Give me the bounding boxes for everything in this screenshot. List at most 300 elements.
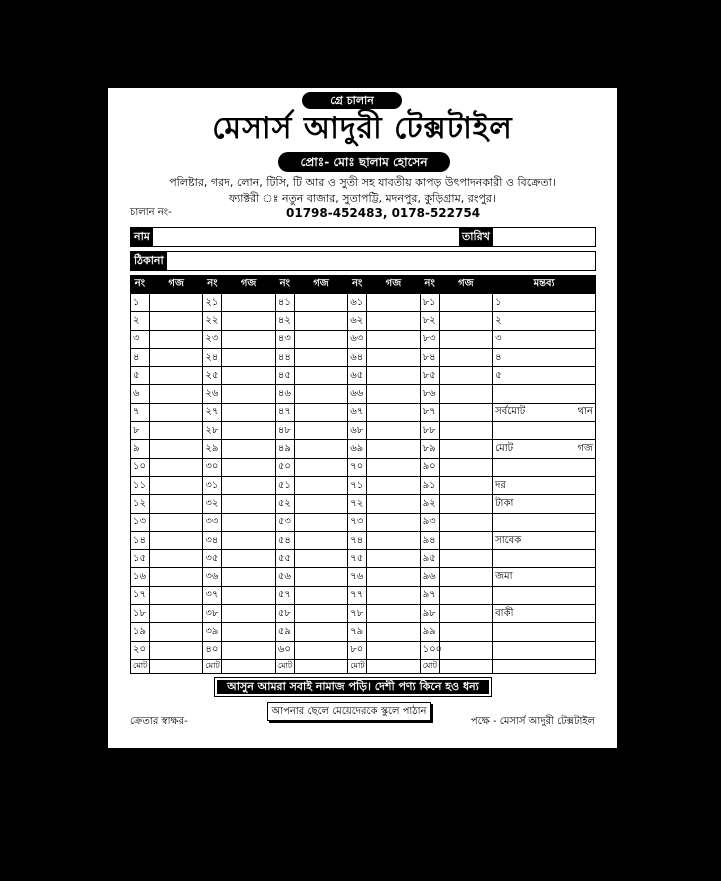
serial-number-cell: ৭ bbox=[131, 403, 150, 421]
serial-number-cell: ৪৯ bbox=[275, 440, 294, 458]
serial-number-cell: ১৩ bbox=[131, 513, 150, 531]
remark-cell[interactable] bbox=[493, 367, 596, 385]
table-row bbox=[131, 440, 596, 458]
serial-number-cell: ২২ bbox=[203, 312, 222, 330]
goj-entry-cell[interactable] bbox=[367, 513, 421, 531]
goj-entry-cell[interactable] bbox=[149, 495, 203, 513]
serial-number-cell: ৫৯ bbox=[275, 623, 294, 641]
table-row bbox=[131, 531, 596, 549]
serial-number-cell: ৯০ bbox=[420, 458, 439, 476]
serial-number-cell: ৪১ bbox=[275, 294, 294, 312]
serial-number-cell: ৮৩ bbox=[420, 330, 439, 348]
serial-number-cell: ৭২ bbox=[348, 495, 367, 513]
remark-content bbox=[495, 315, 593, 327]
serial-number-cell: ৩০ bbox=[203, 458, 222, 476]
serial-number-cell: ৯ bbox=[131, 440, 150, 458]
proprietor-badge: প্রোঃ- মোঃ ছালাম হোসেন bbox=[278, 152, 450, 172]
table-row bbox=[131, 605, 596, 623]
goj-entry-cell[interactable] bbox=[439, 348, 493, 366]
serial-number-cell: ১৫ bbox=[131, 550, 150, 568]
remark-cell[interactable] bbox=[493, 476, 596, 494]
goj-entry-cell[interactable] bbox=[294, 586, 348, 604]
serial-number-cell: ৩৩ bbox=[203, 513, 222, 531]
challan-table bbox=[130, 275, 596, 674]
remark-cell[interactable] bbox=[493, 440, 596, 458]
goj-entry-cell[interactable] bbox=[367, 348, 421, 366]
goj-entry-cell[interactable] bbox=[367, 403, 421, 421]
serial-number-cell: ৪৭ bbox=[275, 403, 294, 421]
goj-entry-cell[interactable] bbox=[222, 476, 276, 494]
total-goj-cell[interactable] bbox=[439, 659, 493, 673]
goj-entry-cell[interactable] bbox=[367, 312, 421, 330]
header-goj: গজ bbox=[367, 276, 421, 294]
serial-number-cell: ৭৫ bbox=[348, 550, 367, 568]
remark-cell[interactable] bbox=[493, 513, 596, 531]
goj-entry-cell[interactable] bbox=[222, 348, 276, 366]
remark-cell[interactable] bbox=[493, 385, 596, 403]
remark-label: সর্বমোট bbox=[495, 406, 526, 418]
factory-address: ফ্যাক্টরী ঃ নতুন বাজার, সুতাপট্টি, মদনপুর, কুড়িগ্রাম, রংপুর। bbox=[229, 192, 496, 205]
remark-content bbox=[495, 571, 593, 583]
goj-entry-cell[interactable] bbox=[439, 641, 493, 659]
goj-entry-cell[interactable] bbox=[222, 550, 276, 568]
goj-entry-cell[interactable] bbox=[294, 568, 348, 586]
goj-entry-cell[interactable] bbox=[367, 495, 421, 513]
serial-number-cell: ৬৬ bbox=[348, 385, 367, 403]
remark-label: জমা bbox=[495, 571, 513, 583]
serial-number-cell: ৬৩ bbox=[348, 330, 367, 348]
serial-number-cell: ৫ bbox=[131, 367, 150, 385]
serial-number-cell: ৩২ bbox=[203, 495, 222, 513]
serial-number-cell: ৩৮ bbox=[203, 605, 222, 623]
remark-cell[interactable] bbox=[493, 531, 596, 549]
remark-label: মোট bbox=[495, 443, 514, 455]
remark-label: ৫ bbox=[495, 369, 502, 381]
goj-entry-cell[interactable] bbox=[367, 605, 421, 623]
serial-number-cell: ৮২ bbox=[420, 312, 439, 330]
goj-entry-cell[interactable] bbox=[367, 586, 421, 604]
serial-number-cell: ৭৩ bbox=[348, 513, 367, 531]
total-goj-cell[interactable] bbox=[294, 659, 348, 673]
goj-entry-cell[interactable] bbox=[149, 440, 203, 458]
remark-content bbox=[495, 352, 593, 364]
total-goj-cell[interactable] bbox=[367, 659, 421, 673]
goj-entry-cell[interactable] bbox=[294, 330, 348, 348]
serial-number-cell: ২ bbox=[131, 312, 150, 330]
serial-number-cell: ১৯ bbox=[131, 623, 150, 641]
serial-number-cell: ৭৪ bbox=[348, 531, 367, 549]
name-label: নাম bbox=[131, 228, 153, 246]
goj-entry-cell[interactable] bbox=[439, 605, 493, 623]
serial-number-cell: ৬৪ bbox=[348, 348, 367, 366]
remark-unit: থান bbox=[577, 406, 593, 418]
goj-entry-cell[interactable] bbox=[439, 422, 493, 440]
goj-entry-cell[interactable] bbox=[149, 568, 203, 586]
goj-entry-cell[interactable] bbox=[367, 367, 421, 385]
goj-entry-cell[interactable] bbox=[222, 513, 276, 531]
table-header-row bbox=[131, 276, 596, 294]
table-row bbox=[131, 550, 596, 568]
remark-cell[interactable] bbox=[493, 568, 596, 586]
serial-number-cell: ১ bbox=[131, 294, 150, 312]
header-no: নং bbox=[131, 276, 150, 294]
serial-number-cell: ৪০ bbox=[203, 641, 222, 659]
goj-entry-cell[interactable] bbox=[149, 367, 203, 385]
total-remark-cell[interactable] bbox=[493, 659, 596, 673]
serial-number-cell: ৯৮ bbox=[420, 605, 439, 623]
goj-entry-cell[interactable] bbox=[222, 605, 276, 623]
serial-number-cell: ৬১ bbox=[348, 294, 367, 312]
goj-entry-cell[interactable] bbox=[222, 531, 276, 549]
serial-number-cell: ৬ bbox=[131, 385, 150, 403]
serial-number-cell: ৯৩ bbox=[420, 513, 439, 531]
serial-number-cell: ৪৩ bbox=[275, 330, 294, 348]
remark-cell[interactable] bbox=[493, 623, 596, 641]
goj-entry-cell[interactable] bbox=[367, 641, 421, 659]
goj-entry-cell[interactable] bbox=[294, 495, 348, 513]
goj-entry-cell[interactable] bbox=[367, 550, 421, 568]
serial-number-cell: ৯৭ bbox=[420, 586, 439, 604]
header-no: নং bbox=[348, 276, 367, 294]
goj-entry-cell[interactable] bbox=[439, 403, 493, 421]
goj-entry-cell[interactable] bbox=[439, 440, 493, 458]
header-goj: গজ bbox=[294, 276, 348, 294]
goj-entry-cell[interactable] bbox=[149, 403, 203, 421]
serial-number-cell: ৬৯ bbox=[348, 440, 367, 458]
table-row bbox=[131, 422, 596, 440]
buyer-signature-label: ক্রেতার স্বাক্ষর- bbox=[130, 716, 188, 727]
goj-entry-cell[interactable] bbox=[367, 385, 421, 403]
serial-number-cell: ৯৬ bbox=[420, 568, 439, 586]
goj-entry-cell[interactable] bbox=[222, 495, 276, 513]
remark-cell[interactable] bbox=[493, 330, 596, 348]
goj-entry-cell[interactable] bbox=[149, 348, 203, 366]
goj-entry-cell[interactable] bbox=[222, 586, 276, 604]
goj-entry-cell[interactable] bbox=[367, 623, 421, 641]
goj-entry-cell[interactable] bbox=[439, 531, 493, 549]
remark-content bbox=[495, 498, 593, 510]
total-goj-cell[interactable] bbox=[222, 659, 276, 673]
serial-number-cell: ২১ bbox=[203, 294, 222, 312]
goj-entry-cell[interactable] bbox=[439, 367, 493, 385]
goj-entry-cell[interactable] bbox=[367, 568, 421, 586]
goj-entry-cell[interactable] bbox=[367, 476, 421, 494]
serial-number-cell: ২৮ bbox=[203, 422, 222, 440]
goj-entry-cell[interactable] bbox=[294, 385, 348, 403]
table-row bbox=[131, 623, 596, 641]
slogan-box bbox=[214, 677, 492, 697]
table-row bbox=[131, 403, 596, 421]
total-label-cell: মোট bbox=[203, 659, 222, 673]
remark-content bbox=[495, 443, 593, 455]
remark-content bbox=[495, 333, 593, 345]
challan-number-label: চালান নং- bbox=[130, 207, 172, 218]
serial-number-cell: ৭৮ bbox=[348, 605, 367, 623]
goj-entry-cell[interactable] bbox=[222, 458, 276, 476]
serial-number-cell: ৪২ bbox=[275, 312, 294, 330]
serial-number-cell: ৫৭ bbox=[275, 586, 294, 604]
address-row bbox=[130, 251, 596, 271]
table-row bbox=[131, 330, 596, 348]
goj-entry-cell[interactable] bbox=[439, 458, 493, 476]
slogan-text: আসুন আমরা সবাই নামাজ পড়ি। দেশী পণ্য কিনে হও ধন্য bbox=[217, 680, 489, 694]
name-date-row bbox=[130, 227, 596, 247]
goj-entry-cell[interactable] bbox=[294, 476, 348, 494]
goj-entry-cell[interactable] bbox=[294, 458, 348, 476]
goj-entry-cell[interactable] bbox=[439, 568, 493, 586]
goj-entry-cell[interactable] bbox=[149, 605, 203, 623]
goj-entry-cell[interactable] bbox=[222, 641, 276, 659]
goj-entry-cell[interactable] bbox=[149, 531, 203, 549]
serial-number-cell: ৫২ bbox=[275, 495, 294, 513]
header-remark: মন্তব্য bbox=[493, 276, 596, 294]
goj-entry-cell[interactable] bbox=[439, 623, 493, 641]
remark-cell[interactable] bbox=[493, 312, 596, 330]
goj-entry-cell[interactable] bbox=[222, 422, 276, 440]
remark-label: দর bbox=[495, 479, 506, 491]
address-field[interactable] bbox=[176, 252, 594, 270]
goj-entry-cell[interactable] bbox=[149, 550, 203, 568]
remark-cell[interactable] bbox=[493, 422, 596, 440]
goj-entry-cell[interactable] bbox=[439, 385, 493, 403]
serial-number-cell: ৩৯ bbox=[203, 623, 222, 641]
remark-cell[interactable] bbox=[493, 348, 596, 366]
goj-entry-cell[interactable] bbox=[439, 312, 493, 330]
header-no: নং bbox=[203, 276, 222, 294]
table-row bbox=[131, 568, 596, 586]
goj-entry-cell[interactable] bbox=[294, 312, 348, 330]
total-row bbox=[131, 659, 596, 673]
challan-page bbox=[108, 88, 617, 748]
date-label: তারিখ bbox=[459, 228, 493, 246]
serial-number-cell: ৮ bbox=[131, 422, 150, 440]
remark-cell[interactable] bbox=[493, 495, 596, 513]
serial-number-cell: ২৫ bbox=[203, 367, 222, 385]
header-goj: গজ bbox=[439, 276, 493, 294]
goj-entry-cell[interactable] bbox=[149, 312, 203, 330]
serial-number-cell: ৭৯ bbox=[348, 623, 367, 641]
serial-number-cell: ৭১ bbox=[348, 476, 367, 494]
serial-number-cell: ৫১ bbox=[275, 476, 294, 494]
goj-entry-cell[interactable] bbox=[294, 348, 348, 366]
goj-entry-cell[interactable] bbox=[149, 458, 203, 476]
school-slogan: আপনার ছেলে মেয়েদেরকে স্কুলে পাঠান bbox=[267, 702, 431, 721]
goj-entry-cell[interactable] bbox=[222, 385, 276, 403]
serial-number-cell: ২৩ bbox=[203, 330, 222, 348]
header-no: নং bbox=[420, 276, 439, 294]
serial-number-cell: ৫৪ bbox=[275, 531, 294, 549]
serial-number-cell: ৩৫ bbox=[203, 550, 222, 568]
goj-entry-cell[interactable] bbox=[439, 513, 493, 531]
goj-entry-cell[interactable] bbox=[367, 422, 421, 440]
serial-number-cell: ২৬ bbox=[203, 385, 222, 403]
serial-number-cell: ৮০ bbox=[348, 641, 367, 659]
address-label: ঠিকানা bbox=[131, 252, 167, 270]
goj-entry-cell[interactable] bbox=[367, 458, 421, 476]
table-row bbox=[131, 586, 596, 604]
table-row bbox=[131, 476, 596, 494]
goj-entry-cell[interactable] bbox=[294, 403, 348, 421]
remark-unit: গজ bbox=[577, 443, 593, 455]
serial-number-cell: ২৪ bbox=[203, 348, 222, 366]
goj-entry-cell[interactable] bbox=[439, 550, 493, 568]
on-behalf-label: পক্ষে - মেসার্স আদুরী টেক্সটাইল bbox=[470, 716, 595, 727]
serial-number-cell: ৭৬ bbox=[348, 568, 367, 586]
serial-number-cell: ৫০ bbox=[275, 458, 294, 476]
name-field[interactable] bbox=[166, 228, 456, 246]
serial-number-cell: ৪৪ bbox=[275, 348, 294, 366]
serial-number-cell: ১৪ bbox=[131, 531, 150, 549]
remark-cell[interactable] bbox=[493, 294, 596, 312]
serial-number-cell: ৫৩ bbox=[275, 513, 294, 531]
serial-number-cell: ৯২ bbox=[420, 495, 439, 513]
goj-entry-cell[interactable] bbox=[222, 403, 276, 421]
header-no: নং bbox=[275, 276, 294, 294]
goj-entry-cell[interactable] bbox=[222, 330, 276, 348]
serial-number-cell: ৮৬ bbox=[420, 385, 439, 403]
date-field[interactable] bbox=[495, 228, 595, 246]
goj-entry-cell[interactable] bbox=[294, 531, 348, 549]
total-label-cell: মোট bbox=[131, 659, 150, 673]
serial-number-cell: ৩৪ bbox=[203, 531, 222, 549]
table-row bbox=[131, 385, 596, 403]
serial-number-cell: ৬৭ bbox=[348, 403, 367, 421]
goj-entry-cell[interactable] bbox=[149, 586, 203, 604]
goj-entry-cell[interactable] bbox=[149, 294, 203, 312]
serial-number-cell: ৬৮ bbox=[348, 422, 367, 440]
remark-cell[interactable] bbox=[493, 458, 596, 476]
serial-number-cell: ৯৫ bbox=[420, 550, 439, 568]
goj-entry-cell[interactable] bbox=[294, 422, 348, 440]
remark-label: সাবেক bbox=[495, 534, 522, 546]
table-row bbox=[131, 367, 596, 385]
goj-entry-cell[interactable] bbox=[149, 513, 203, 531]
total-label-cell: মোট bbox=[275, 659, 294, 673]
goj-entry-cell[interactable] bbox=[294, 367, 348, 385]
goj-entry-cell[interactable] bbox=[149, 476, 203, 494]
goj-entry-cell[interactable] bbox=[439, 495, 493, 513]
serial-number-cell: ১০০ bbox=[420, 641, 439, 659]
table-row bbox=[131, 348, 596, 366]
serial-number-cell: ৪৫ bbox=[275, 367, 294, 385]
serial-number-cell: ৩ bbox=[131, 330, 150, 348]
goj-entry-cell[interactable] bbox=[294, 513, 348, 531]
goj-entry-cell[interactable] bbox=[149, 623, 203, 641]
goj-entry-cell[interactable] bbox=[222, 367, 276, 385]
goj-entry-cell[interactable] bbox=[294, 641, 348, 659]
serial-number-cell: ৭০ bbox=[348, 458, 367, 476]
remark-cell[interactable] bbox=[493, 550, 596, 568]
goj-entry-cell[interactable] bbox=[222, 294, 276, 312]
remark-content bbox=[495, 297, 593, 309]
serial-number-cell: ৩৬ bbox=[203, 568, 222, 586]
goj-entry-cell[interactable] bbox=[149, 385, 203, 403]
serial-number-cell: ৯১ bbox=[420, 476, 439, 494]
remark-content bbox=[495, 406, 593, 418]
serial-number-cell: ৪৮ bbox=[275, 422, 294, 440]
header-goj: গজ bbox=[149, 276, 203, 294]
goj-entry-cell[interactable] bbox=[439, 586, 493, 604]
total-goj-cell[interactable] bbox=[149, 659, 203, 673]
remark-label: ৩ bbox=[495, 333, 502, 345]
serial-number-cell: ৬২ bbox=[348, 312, 367, 330]
total-label-cell: মোট bbox=[348, 659, 367, 673]
serial-number-cell: ১৭ bbox=[131, 586, 150, 604]
total-label-cell: মোট bbox=[420, 659, 439, 673]
goj-entry-cell[interactable] bbox=[439, 294, 493, 312]
table-row bbox=[131, 641, 596, 659]
table-row bbox=[131, 513, 596, 531]
company-title: মেসার্স আদুরী টেক্সটাইল bbox=[212, 111, 513, 146]
serial-number-cell: ৯৯ bbox=[420, 623, 439, 641]
serial-number-cell: ২৯ bbox=[203, 440, 222, 458]
goj-entry-cell[interactable] bbox=[294, 440, 348, 458]
serial-number-cell: ৫৮ bbox=[275, 605, 294, 623]
serial-number-cell: ৮৫ bbox=[420, 367, 439, 385]
remark-label: ৪ bbox=[495, 351, 502, 363]
goj-entry-cell[interactable] bbox=[367, 531, 421, 549]
serial-number-cell: ৩১ bbox=[203, 476, 222, 494]
serial-number-cell: ১১ bbox=[131, 476, 150, 494]
serial-number-cell: ১২ bbox=[131, 495, 150, 513]
goj-entry-cell[interactable] bbox=[367, 294, 421, 312]
goj-entry-cell[interactable] bbox=[294, 623, 348, 641]
goj-entry-cell[interactable] bbox=[149, 422, 203, 440]
serial-number-cell: ৭৭ bbox=[348, 586, 367, 604]
serial-number-cell: ৪ bbox=[131, 348, 150, 366]
remark-cell[interactable] bbox=[493, 641, 596, 659]
serial-number-cell: ৪৬ bbox=[275, 385, 294, 403]
table-row bbox=[131, 294, 596, 312]
goj-entry-cell[interactable] bbox=[149, 641, 203, 659]
goj-entry-cell[interactable] bbox=[439, 476, 493, 494]
goj-entry-cell[interactable] bbox=[222, 312, 276, 330]
serial-number-cell: ১৮ bbox=[131, 605, 150, 623]
serial-number-cell: ৬৫ bbox=[348, 367, 367, 385]
goj-entry-cell[interactable] bbox=[294, 294, 348, 312]
goj-entry-cell[interactable] bbox=[367, 440, 421, 458]
serial-number-cell: ৫৫ bbox=[275, 550, 294, 568]
serial-number-cell: ১০ bbox=[131, 458, 150, 476]
remark-cell[interactable] bbox=[493, 586, 596, 604]
remark-cell[interactable] bbox=[493, 605, 596, 623]
serial-number-cell: ১৬ bbox=[131, 568, 150, 586]
table-row bbox=[131, 458, 596, 476]
goj-entry-cell[interactable] bbox=[222, 623, 276, 641]
remark-content bbox=[495, 608, 593, 620]
table-row bbox=[131, 312, 596, 330]
remark-label: ২ bbox=[495, 314, 502, 326]
goj-entry-cell[interactable] bbox=[149, 330, 203, 348]
serial-number-cell: ৮৮ bbox=[420, 422, 439, 440]
goj-entry-cell[interactable] bbox=[367, 330, 421, 348]
goj-entry-cell[interactable] bbox=[439, 330, 493, 348]
header-goj: গজ bbox=[222, 276, 276, 294]
serial-number-cell: ৯৪ bbox=[420, 531, 439, 549]
remark-cell[interactable] bbox=[493, 403, 596, 421]
serial-number-cell: ৮৭ bbox=[420, 403, 439, 421]
goj-entry-cell[interactable] bbox=[222, 568, 276, 586]
serial-number-cell: ২০ bbox=[131, 641, 150, 659]
goj-entry-cell[interactable] bbox=[294, 550, 348, 568]
remark-content bbox=[495, 480, 593, 492]
goj-entry-cell[interactable] bbox=[294, 605, 348, 623]
phone-numbers: 01798-452483, 0178-522754 bbox=[286, 206, 481, 220]
table-row bbox=[131, 495, 596, 513]
remark-content bbox=[495, 535, 593, 547]
goj-entry-cell[interactable] bbox=[222, 440, 276, 458]
serial-number-cell: ৬০ bbox=[275, 641, 294, 659]
